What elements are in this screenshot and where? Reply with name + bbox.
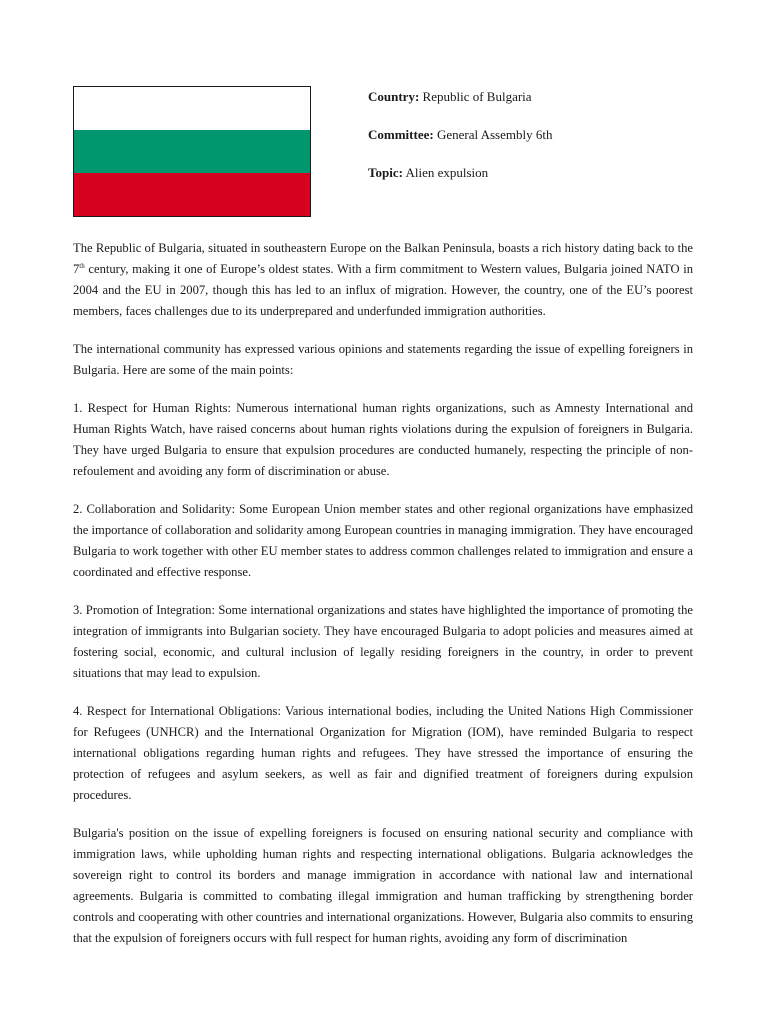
paragraph-international-obligations: 4. Respect for International Obligations: Various international bodies, including the United Nations High Commissioner for Refugees (UNHCR) and the International Organization for Migration (IOM), have reminded Bulgaria to respect international obligations regarding human rights and refugees. They have stressed the importance of ensuring the protection of refugees and asylum seekers, as well as fair and dignified treatment of foreigners during expulsion procedures. [73,704,693,802]
topic-label: Topic: [368,165,403,180]
committee-label: Committee: [368,127,434,142]
position-paper-header [368,89,708,203]
paragraph-intro-part1: The Republic of Bulgaria, situated in southeastern Europe on the Balkan Peninsula, boasts a rich history dating back to the 7 [73,241,693,276]
topic-row [368,165,708,203]
document-body [73,238,693,966]
paragraph-introduction [73,238,693,322]
paragraph-human-rights: 1. Respect for Human Rights: Numerous international human rights organizations, such as Amnesty International and Human Rights Watch, have raised concerns about human rights violations during the expulsion of foreigners in Bulgaria. They have urged Bulgaria to ensure that expulsion procedures are conducted humanely, respecting the principle of non-refoulement and avoiding any form of discrimination or abuse. [73,401,693,478]
flag-stripe-green [74,130,310,173]
bulgaria-flag-image [73,86,311,217]
committee-row [368,127,708,165]
country-row [368,89,708,127]
paragraph-bulgaria-position: Bulgaria's position on the issue of expelling foreigners is focused on ensuring national security and compliance with immigration laws, while upholding human rights and respecting international obligations. Bulgaria acknowledges the sovereign right to control its borders and manage immigration in accordance with national law and international agreements. Bulgaria is committed to combating illegal immigration and human trafficking by strengthening border controls and cooperating with other countries and international organizations. However, Bulgaria also commits to ensuring that the expulsion of foreigners occurs with full respect for human rights, avoiding any form of discrimination [73,826,693,945]
paragraph-intro-part2: century, making it one of Europe’s oldest states. With a firm commitment to Western values, Bulgaria joined NATO in 2004 and the EU in 2007, though this has led to an influx of migration. However, the country, one of the EU’s poorest members, faces challenges due to its underprepared and underfunded immigration authorities. [73,262,693,318]
committee-value: General Assembly 6th [436,127,553,142]
country-value: Republic of Bulgaria [422,89,532,104]
paragraph-integration: 3. Promotion of Integration: Some international organizations and states have highlighted the importance of promoting the integration of immigrants into Bulgarian society. They have encouraged Bulgaria to adopt policies and measures aimed at fostering social, economic, and cultural inclusion of legally residing foreigners in the country, in order to prevent situations that may lead to expulsion. [73,603,693,680]
superscript-th: th [79,261,85,270]
paragraph-international-opinions: The international community has expressed various opinions and statements regarding the issue of expelling foreigners in Bulgaria. Here are some of the main points: [73,342,693,377]
flag-stripe-white [74,87,310,130]
paragraph-collaboration: 2. Collaboration and Solidarity: Some European Union member states and other regional organizations have emphasized the importance of collaboration and solidarity among European countries in managing immigration. They have encouraged Bulgaria to work together with other EU member states to address common challenges related to immigration and ensure a coordinated and effective response. [73,502,693,579]
flag-stripe-red [74,173,310,216]
topic-value: Alien expulsion [405,165,489,180]
country-label: Country: [368,89,420,104]
